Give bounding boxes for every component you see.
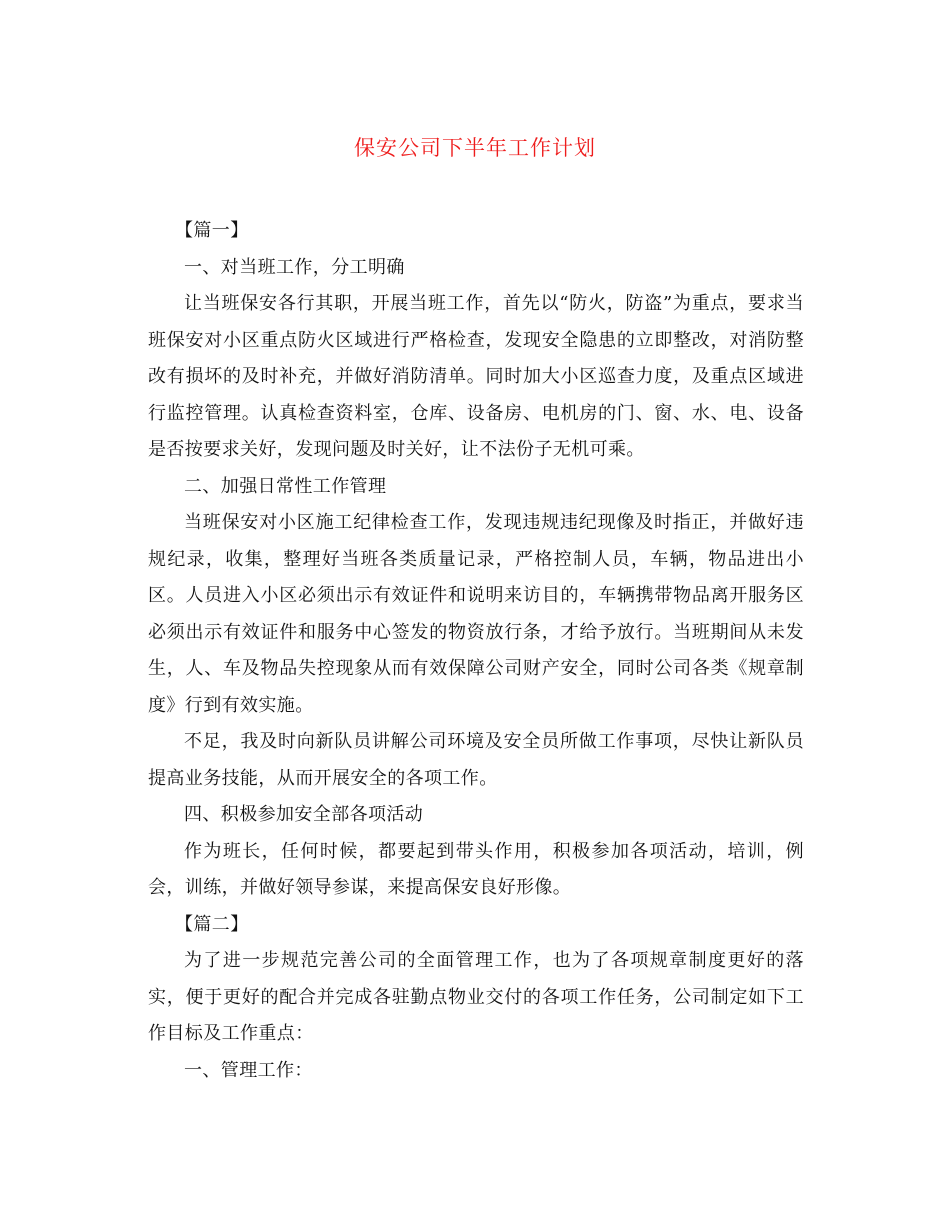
document-title: 保安公司下半年工作计划 <box>354 136 596 160</box>
document-body <box>148 213 804 1089</box>
subheading-daily-management: 二、加强日常性工作管理 <box>184 475 387 497</box>
subheading-shift-duties: 一、对当班工作，分工明确 <box>184 256 405 278</box>
subheading-activities: 四、积极参加安全部各项活动 <box>184 804 424 825</box>
paragraph-activities: 作为班长，任何时候，都要起到带头作用，积极参加各项活动，培训，例会，训练，并做好领导参谋，来提高保安良好形像。 <box>148 840 804 898</box>
paragraph-daily-management: 当班保安对小区施工纪律检查工作，发现违规违纪现像及时指正，并做好违规纪录，收集，整理好当班各类质量记录，严格控制人员，车辆，物品进出小区。人员进入小区必须出示有效证件和说明来访目的，车辆携带物品离开服务区必须出示有效证件和服务中心签发的物资放行条，才给予放行。当班期间从未发生，人、车及物品失控现象从而有效保障公司财产安全，同时公司各类《规章制度》行到有效实施。 <box>148 512 804 716</box>
paragraph-shift-duties: 让当班保安各行其职，开展当班工作，首先以“防火，防盗”为重点，要求当班保安对小区重点防火区域进行严格检查，发现安全隐患的立即整改，对消防整改有损坏的及时补充，并做好消防清单。同时加大小区巡查力度，及重点区域进行监控管理。认真检查资料室，仓库、设备房、电机房的门、窗、水、电、设备是否按要求关好，发现问题及时关好，让不法份子无机可乘。 <box>148 293 804 460</box>
section-heading-part-one: 【篇一】 <box>175 220 249 241</box>
subheading-management-work: 一、管理工作： <box>184 1059 313 1081</box>
paragraph-shortcomings: 不足，我及时向新队员讲解公司环境及安全员所做工作事项，尽快让新队员提高业务技能，从而开展安全的各项工作。 <box>148 731 804 789</box>
paragraph-part-two-intro: 为了进一步规范完善公司的全面管理工作，也为了各项规章制度更好的落实，便于更好的配合并完成各驻勤点物业交付的各项工作任务，公司制定如下工作目标及工作重点： <box>148 950 804 1044</box>
section-heading-part-two: 【篇二】 <box>175 913 249 935</box>
